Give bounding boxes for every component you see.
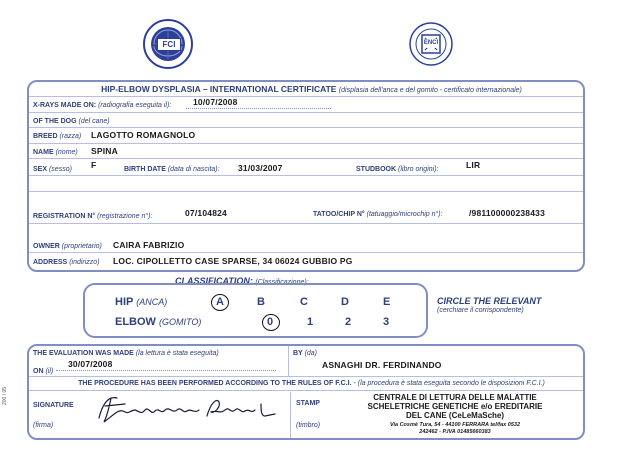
elbow-selected-circle bbox=[262, 314, 280, 331]
evaluation-by-value: ASNAGHI DR. FERDINANDO bbox=[322, 360, 442, 370]
elbow-grade-2[interactable]: 2 bbox=[345, 316, 352, 328]
sex-label: SEX (sesso) bbox=[33, 166, 72, 173]
birth-value: 31/03/2007 bbox=[238, 163, 283, 173]
signature-label: SIGNATURE bbox=[33, 402, 74, 409]
name-value: SPINA bbox=[91, 146, 118, 156]
form-code: 200 / 05 bbox=[2, 386, 8, 405]
name-label: NAME (nome) bbox=[33, 149, 78, 156]
elbow-grade-0[interactable]: 0 bbox=[267, 316, 274, 328]
evaluation-date: 30/07/2008 bbox=[68, 359, 113, 369]
handwritten-signature bbox=[95, 392, 280, 426]
celemasche-stamp: CENTRALE DI LETTURA DELLE MALATTIE SCHELETRICHE GENETICHE e/o EREDITARIE DEL CANE (CeLeMaSche) Via Cosmè Tura, 54 - 44100 FERRARA tel/fax 0532 242462 - P.IVA 01485660383 bbox=[367, 393, 543, 435]
hip-grade-c[interactable]: C bbox=[300, 296, 308, 308]
stamp-label: STAMP bbox=[296, 400, 320, 407]
xray-date: 10/07/2008 bbox=[193, 97, 238, 107]
certificate-title-sub: (displasia dell'anca e del gomito - certificato internazionale) bbox=[338, 87, 522, 94]
tatoo-value: /981100000238433 bbox=[469, 208, 546, 218]
certificate-title-main: HIP-ELBOW DYSPLASIA – INTERNATIONAL CERTIFICATE bbox=[101, 84, 337, 94]
hip-grade-b[interactable]: B bbox=[257, 296, 265, 308]
tatoo-label: TATOO/CHIP N° (tatuaggio/microchip n°): bbox=[313, 211, 443, 218]
breed-value: LAGOTTO ROMAGNOLO bbox=[91, 130, 196, 140]
evaluation-on-label: ON (il) bbox=[33, 368, 54, 375]
fci-logo bbox=[142, 18, 194, 70]
sex-value: F bbox=[91, 160, 97, 170]
studbook-value: LIR bbox=[466, 160, 481, 170]
hip-grade-e[interactable]: E bbox=[383, 296, 391, 308]
enci-logo-text: ENCI bbox=[423, 40, 439, 46]
hip-grade-d[interactable]: D bbox=[341, 296, 349, 308]
stamp-label-it: (timbro) bbox=[296, 422, 321, 429]
address-value: LOC. CIPOLLETTO CASE SPARSE, 34 06024 GUBBIO PG bbox=[113, 256, 353, 266]
elbow-grade-3[interactable]: 3 bbox=[383, 316, 390, 328]
registration-label: REGISTRATION N° (registrazione n°): bbox=[33, 213, 153, 220]
studbook-label: STUDBOOK (libro origini): bbox=[356, 166, 439, 173]
enci-logo bbox=[405, 22, 457, 68]
address-label: ADDRESS (indirizzo) bbox=[33, 259, 100, 266]
hip-selected-circle bbox=[211, 294, 229, 311]
evaluation-by-label: BY (da) bbox=[293, 350, 318, 357]
elbow-label: ELBOW (GOMITO) bbox=[115, 316, 202, 328]
fci-logo-text: FCI bbox=[157, 38, 181, 51]
circle-instruction: CIRCLE THE RELEVANT (cerchiare il corrispondente) bbox=[437, 296, 542, 314]
xray-label: X-RAYS MADE ON: (radiografia eseguita il): bbox=[33, 102, 172, 109]
classification-frame bbox=[83, 283, 428, 338]
owner-label: OWNER (proprietario) bbox=[33, 243, 102, 250]
owner-value: CAIRA FABRIZIO bbox=[113, 240, 185, 250]
of-the-dog-label: OF THE DOG (del cane) bbox=[33, 118, 110, 125]
hip-label: HIP (ANCA) bbox=[115, 296, 168, 308]
hip-grade-a[interactable]: A bbox=[216, 296, 224, 308]
registration-value: 07/104824 bbox=[185, 208, 227, 218]
signature-label-it: (firma) bbox=[33, 422, 54, 429]
elbow-grade-1[interactable]: 1 bbox=[307, 316, 314, 328]
birth-label: BIRTH DATE (data di nascita): bbox=[124, 166, 220, 173]
breed-label: BREED (razza) bbox=[33, 133, 82, 140]
classification-title: CLASSIFICATION: (Classificazione): bbox=[175, 276, 309, 286]
evaluation-made-label: THE EVALUATION WAS MADE (la lettura è stata eseguita) bbox=[33, 350, 219, 357]
certificate-title bbox=[0, 84, 623, 94]
procedure-note: THE PROCEDURE HAS BEEN PERFORMED ACCORDING TO THE RULES OF F.C.I. - (la procedura è stata eseguita secondo le disposizioni F.C.I.) bbox=[78, 380, 545, 387]
